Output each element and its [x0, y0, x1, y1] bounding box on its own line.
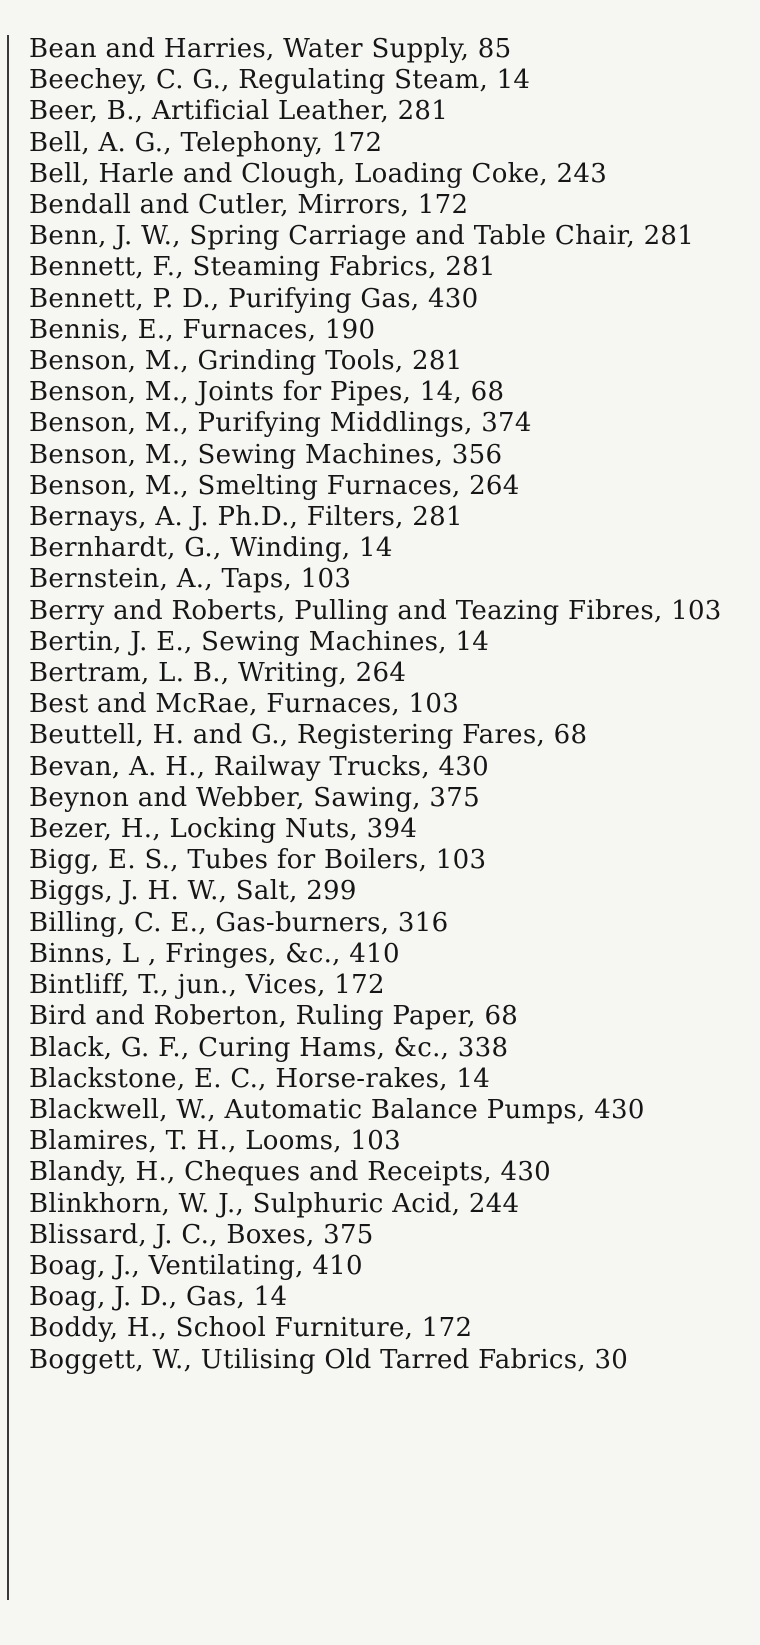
- index-entry: Berry and Roberts, Pulling and Teazing Fibres, 103: [29, 595, 722, 626]
- index-entry: Billing, C. E., Gas-burners, 316: [29, 907, 449, 938]
- index-entry: Blamires, T. H., Looms, 103: [29, 1126, 401, 1157]
- index-entry: Bezer, H., Locking Nuts, 394: [29, 814, 418, 845]
- index-entry: Blissard, J. C., Boxes, 375: [29, 1219, 374, 1250]
- index-entry: Boggett, W., Utilising Old Tarred Fabrics, 30: [29, 1344, 629, 1375]
- index-entry: Bean and Harries, Water Supply, 85: [29, 34, 512, 64]
- index-entry: Benson, M., Grinding Tools, 281: [29, 346, 463, 377]
- index-entry: Bendall and Cutler, Mirrors, 172: [29, 190, 469, 221]
- index-entry: Bintliff, T., jun., Vices, 172: [29, 970, 385, 1001]
- patent-index-list: [29, 34, 741, 1376]
- index-entry: Boddy, H., School Furniture, 172: [29, 1313, 473, 1344]
- index-entry: Benson, M., Smelting Furnaces, 264: [29, 470, 520, 501]
- index-entry: Benn, J. W., Spring Carriage and Table Chair, 281: [29, 221, 695, 252]
- index-entry: Black, G. F., Curing Hams, &c., 338: [29, 1032, 509, 1063]
- index-entry: Bevan, A. H., Railway Trucks, 430: [29, 751, 489, 782]
- index-entry: Bigg, E. S., Tubes for Boilers, 103: [29, 845, 487, 876]
- index-entry: Bennett, P. D., Purifying Gas, 430: [29, 283, 479, 314]
- index-entry: Benson, M., Joints for Pipes, 14, 68: [29, 377, 505, 408]
- index-entry: Biggs, J. H. W., Salt, 299: [29, 876, 357, 907]
- index-entry: Bertram, L. B., Writing, 264: [29, 658, 407, 689]
- index-entry: Bennis, E., Furnaces, 190: [29, 314, 376, 345]
- index-entry: Beynon and Webber, Sawing, 375: [29, 782, 480, 813]
- index-entry: Beechey, C. G., Regulating Steam, 14: [29, 65, 531, 96]
- index-entry: Bell, Harle and Clough, Loading Coke, 243: [29, 158, 608, 189]
- index-entry: Bird and Roberton, Ruling Paper, 68: [29, 1001, 519, 1032]
- index-entry: Bennett, F., Steaming Fabrics, 281: [29, 252, 496, 283]
- index-entry: Benson, M., Sewing Machines, 356: [29, 439, 503, 470]
- index-entry: Bell, A. G., Telephony, 172: [29, 127, 383, 158]
- index-entry: Blinkhorn, W. J., Sulphuric Acid, 244: [29, 1188, 520, 1219]
- index-entry: Bernhardt, G., Winding, 14: [29, 533, 393, 564]
- left-margin-rule: [7, 35, 9, 1600]
- index-entry: Beer, B., Artificial Leather, 281: [29, 96, 449, 127]
- index-entry: Blandy, H., Cheques and Receipts, 430: [29, 1157, 552, 1188]
- index-entry: Best and McRae, Furnaces, 103: [29, 689, 460, 720]
- index-entry: Bernstein, A., Taps, 103: [29, 564, 352, 595]
- index-entry: Beuttell, H. and G., Registering Fares, 68: [29, 720, 588, 751]
- index-entry: Blackwell, W., Automatic Balance Pumps, 430: [29, 1094, 645, 1125]
- index-entry: Boag, J., Ventilating, 410: [29, 1250, 363, 1281]
- index-entry: Blackstone, E. C., Horse-rakes, 14: [29, 1063, 491, 1094]
- index-entry: Boag, J. D., Gas, 14: [29, 1282, 288, 1313]
- index-entry: Bertin, J. E., Sewing Machines, 14: [29, 626, 490, 657]
- index-entry: Binns, L , Fringes, &c., 410: [29, 938, 400, 969]
- index-entry: Bernays, A. J. Ph.D., Filters, 281: [29, 502, 463, 533]
- index-entry: Benson, M., Purifying Middlings, 374: [29, 408, 532, 439]
